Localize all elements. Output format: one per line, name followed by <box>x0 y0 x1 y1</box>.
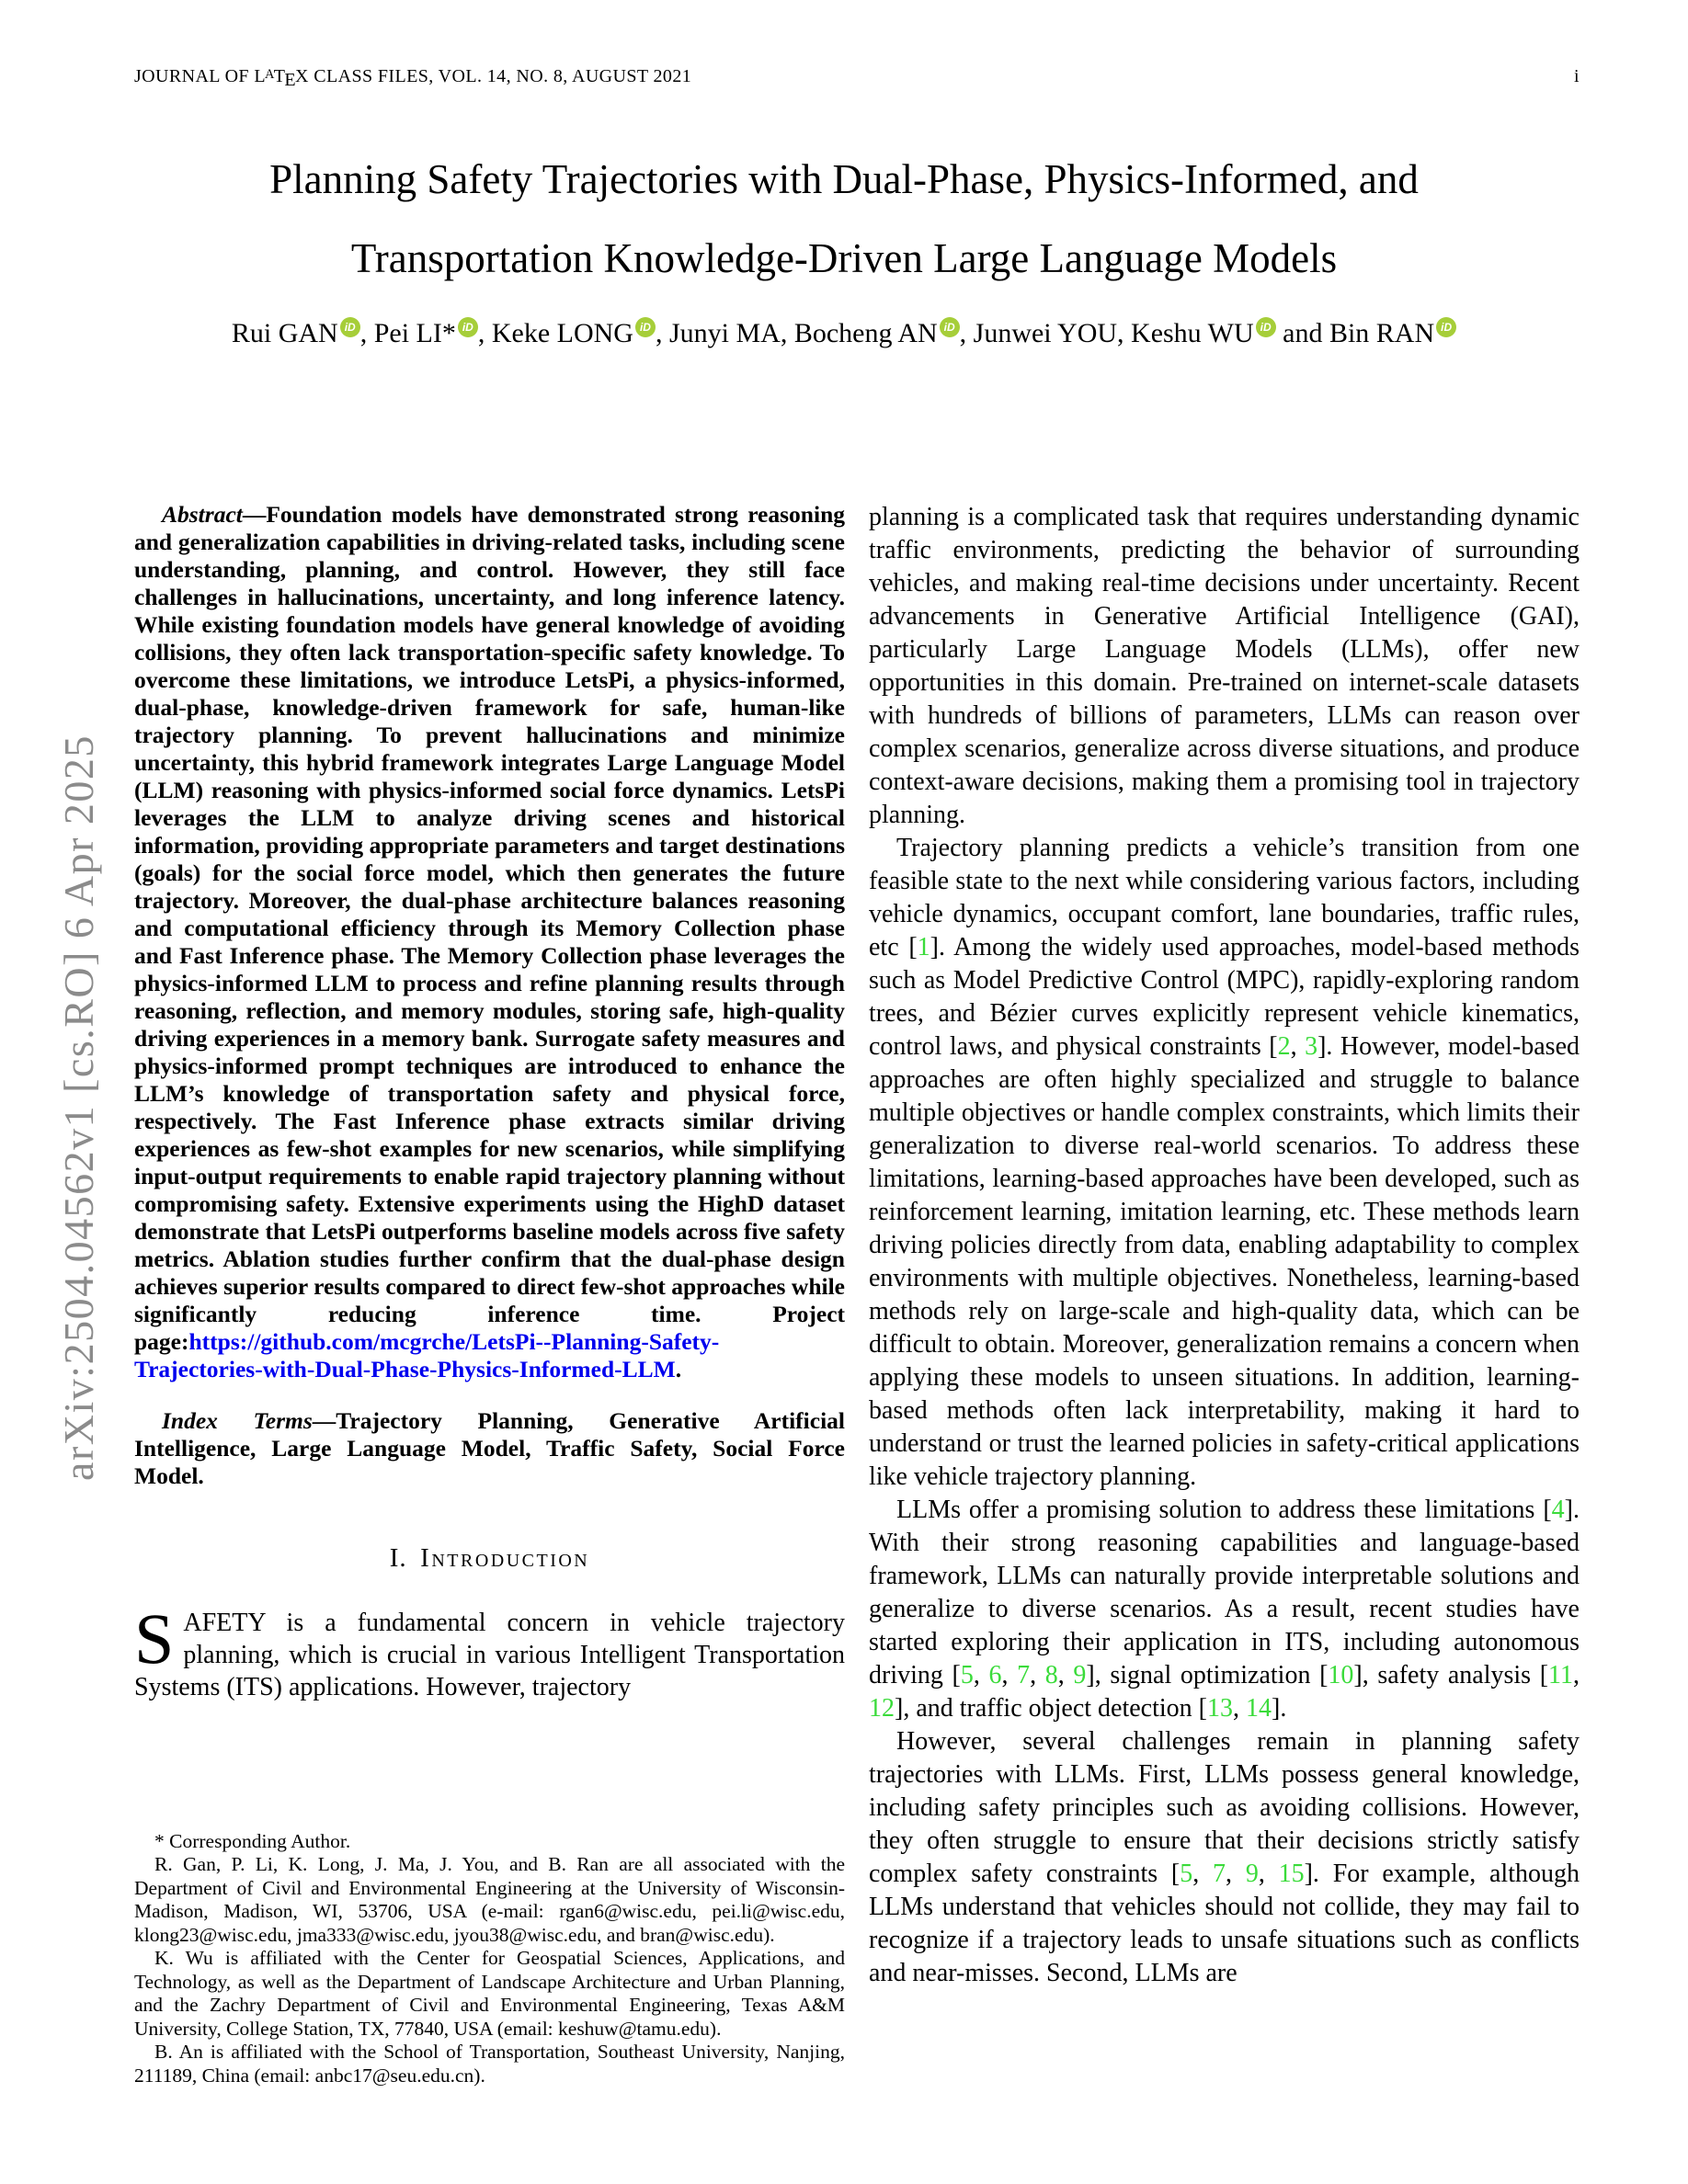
text-segment: ]. <box>1272 1694 1287 1723</box>
text-segment: , <box>1258 1860 1279 1888</box>
text-segment: , <box>973 1661 989 1689</box>
citation-link[interactable]: 14 <box>1246 1694 1272 1723</box>
project-page-link[interactable]: https://github.com/mcgrche/LetsPi--Planning-Safety-Trajectories-with-Dual-Phase-Physics-Informed-LLM <box>134 1328 720 1382</box>
author-name: Keshu WU <box>1131 318 1254 348</box>
author-name: Bocheng AN <box>793 318 938 348</box>
author-separator: , <box>1117 318 1132 348</box>
author-name: Rui GAN <box>231 318 338 348</box>
text-segment: , <box>1192 1860 1214 1888</box>
author-name: Bin RAN <box>1329 318 1435 348</box>
citation-link[interactable]: 12 <box>869 1694 895 1723</box>
text-segment: ], signal optimization [ <box>1086 1661 1329 1689</box>
author-name: Junwei YOU <box>973 318 1118 348</box>
text-segment: Abstract <box>162 501 243 528</box>
text-segment: , <box>1030 1661 1045 1689</box>
text-segment: —Trajectory Planning, Generative Artificial Intelligence, Large Language Model, Traffic Safety, Social Force Model. <box>134 1407 845 1489</box>
text-segment: , <box>1001 1661 1018 1689</box>
text-segment: . <box>675 1356 682 1382</box>
left-column <box>134 501 845 2087</box>
text-segment: , <box>1226 1860 1246 1888</box>
section-heading-introduction <box>134 1543 845 1574</box>
citation-link[interactable]: 5 <box>1180 1860 1193 1888</box>
page-number: i <box>1574 66 1580 86</box>
citation-link[interactable]: 6 <box>988 1661 1002 1689</box>
text-segment: , <box>1233 1694 1246 1723</box>
citation-link[interactable]: 8 <box>1044 1661 1058 1689</box>
dropcap-letter: S <box>134 1598 175 1678</box>
text-segment: Trajectory planning predicts a vehicle’s transition from one feasible state to the next while considering various factors, including vehicle dynamics, occupant comfort, lane boundaries, traffic rules, etc [ <box>869 834 1580 961</box>
section-title: Introduction <box>420 1543 590 1573</box>
text-segment: X CLASS FILES, VOL. 14, NO. 8, AUGUST 2021 <box>295 66 692 86</box>
text-segment: , <box>1573 1661 1580 1689</box>
text-segment: ]. With their strong reasoning capabilities and language-based framework, LLMs can naturally provide interpretable solutions and generalize to diverse scenarios. As a result, recent studies have started exploring their application in ITS, including autonomous driving [ <box>869 1496 1580 1689</box>
orcid-icon[interactable]: iD <box>635 317 656 337</box>
citation-link[interactable]: 5 <box>960 1661 974 1689</box>
text-segment: ], safety analysis [ <box>1353 1661 1549 1689</box>
text-segment: , <box>1057 1661 1074 1689</box>
text-segment: E <box>284 69 297 90</box>
orcid-icon[interactable]: iD <box>340 317 360 337</box>
body-paragraph <box>869 832 1580 1494</box>
text-segment: ]. Among the widely used approaches, model-based methods such as Model Predictive Control (MPC), rapidly-exploring random trees, and Bézier curves explicitly represent vehicle kinematics, control laws, and physical constraints [ <box>869 933 1580 1061</box>
text-segment: JOURNAL OF L <box>134 66 266 86</box>
text-segment: A <box>264 66 275 82</box>
text-segment: However, several challenges remain in planning safety trajectories with LLMs. First, LLMs possess general knowledge, including safety principles such as avoiding collisions. However, they often struggle to ensure that their decisions strictly satisfy complex safety constraints [ <box>869 1727 1580 1888</box>
text-segment: LLMs offer a promising solution to address these limitations [ <box>896 1496 1552 1524</box>
text-segment: ], and traffic object detection [ <box>895 1694 1207 1723</box>
orcid-icon[interactable]: iD <box>940 317 960 337</box>
author-separator: , <box>655 318 669 348</box>
intro-paragraph <box>134 1598 845 1703</box>
orcid-icon[interactable]: iD <box>1436 317 1456 337</box>
footnote-paragraph: B. An is affiliated with the School of Transportation, Southeast University, Nanjing, 211189, China (email: anbc17@seu.edu.cn). <box>134 2041 845 2087</box>
intro-text: AFETY is a fundamental concern in vehicle trajectory planning, which is crucial in various Intelligent Transportation Systems (ITS) applications. However, trajectory <box>134 1609 845 1701</box>
author-name: Pei LI* <box>373 318 456 348</box>
author-name: Junyi MA <box>668 318 781 348</box>
citation-link[interactable]: 15 <box>1278 1860 1305 1888</box>
paper-title <box>92 140 1596 298</box>
author-separator: , <box>780 318 794 348</box>
text-segment: T <box>273 66 286 86</box>
citation-link[interactable]: 11 <box>1548 1661 1574 1689</box>
citation-link[interactable]: 3 <box>1305 1032 1318 1061</box>
citation-link[interactable]: 9 <box>1073 1661 1087 1689</box>
text-segment: ]. For example, although LLMs understand that vehicles should not collide, they may fail to recognize if a trajectory leads to unsafe situations such as conflicts and near-misses. Second, LLMs are <box>869 1860 1580 1987</box>
paper-title-line1: Planning Safety Trajectories with Dual-Phase, Physics-Informed, and <box>269 156 1419 202</box>
footnote-block <box>134 1830 845 2088</box>
orcid-icon[interactable]: iD <box>1256 317 1276 337</box>
right-column <box>869 501 1580 2087</box>
text-segment: planning is a complicated task that requires understanding dynamic traffic environments, predicting the behavior of surrounding vehicles, and making real-time decisions under uncertainty. Recent advancements in Generative Artificial Intelligence (GAI), particularly Large Language Models (LLMs), offer new opportunities in this domain. Pre-trained on internet-scale datasets with hundreds of billions of parameters, LLMs can reason over complex scenarios, generalize across diverse situations, and produce context-aware decisions, making them a promising tool in trajectory planning. <box>869 503 1580 829</box>
citation-link[interactable]: 7 <box>1213 1860 1226 1888</box>
text-segment: —Foundation models have demonstrated strong reasoning and generalization capabilities in driving-related tasks, including scene understanding, planning, and control. However, they still face challenges in hallucinations, uncertainty, and long inference latency. While existing foundation models have general knowledge of avoiding collisions, they often lack transportation-specific safety knowledge. To overcome these limitations, we introduce LetsPi, a physics-informed, dual-phase, knowledge-driven framework for safe, human-like trajectory planning. To prevent hallucinations and minimize uncertainty, this hybrid framework integrates Large Language Model (LLM) reasoning with physics-informed social force dynamics. LetsPi leverages the LLM to analyze driving scenes and historical information, providing appropriate parameters and target destinations (goals) for the social force model, which then generates the future trajectory. Moreover, the dual-phase architecture balances reasoning and computational efficiency through its Memory Collection phase and Fast Inference phase. The Memory Collection phase leverages the physics-informed LLM to process and refine planning results through reasoning, reflection, and memory modules, storing safe, high-quality driving experiences in a memory bank. Surrogate safety measures and physics-informed prompt techniques are introduced to enhance the LLM’s knowledge of transportation safety and physical force, respectively. The Fast Inference phase extracts similar driving experiences as few-shot examples for new scenarios, while simplifying input-output requirements to enable rapid trajectory planning without compromising safety. Extensive experiments using the HighD dataset demonstrate that LetsPi outperforms baseline models across five safety metrics. Ablation studies further confirm that the dual-phase design achieves superior results compared to direct few-shot approaches while significantly reducing inference time. Project page: <box>134 501 845 1355</box>
citation-link[interactable]: 13 <box>1207 1694 1233 1723</box>
text-segment: Index Terms <box>162 1407 313 1434</box>
author-line <box>46 317 1642 349</box>
two-column-body <box>134 501 1580 2087</box>
paper-title-line2: Transportation Knowledge-Driven Large Language Models <box>350 235 1338 281</box>
citation-link[interactable]: 2 <box>1277 1032 1291 1061</box>
author-separator: , <box>359 318 374 348</box>
journal-header <box>134 66 691 91</box>
orcid-icon[interactable]: iD <box>458 317 478 337</box>
footnote-paragraph: * Corresponding Author. <box>154 1829 351 1852</box>
footnote-paragraph: K. Wu is affiliated with the Center for Geospatial Sciences, Applications, and Technology, as well as the Department of Landscape Architecture and Urban Planning, and the Zachry Department of Civil and Environmental Engineering, Texas A&M University, College Station, TX, 77840, USA (email: keshuw@tamu.edu). <box>134 1947 845 2040</box>
author-separator: , <box>959 318 974 348</box>
body-paragraph <box>869 1494 1580 1725</box>
body-paragraph <box>869 1725 1580 1990</box>
author-separator: and <box>1275 318 1329 348</box>
footnote-paragraph: R. Gan, P. Li, K. Long, J. Ma, J. You, and B. Ran are all associated with the Department of Civil and Environmental Engineering at the University of Wisconsin-Madison, Madison, WI, 53706, USA (e-mail: rgan6@wisc.edu, pei.li@wisc.edu, klong23@wisc.edu, jma333@wisc.edu, jyou38@wisc.edu, and bran@wisc.edu). <box>134 1853 845 1946</box>
citation-link[interactable]: 7 <box>1017 1661 1031 1689</box>
abstract-paragraph <box>134 501 845 1383</box>
text-segment: , <box>1290 1032 1306 1061</box>
body-paragraph <box>869 501 1580 832</box>
author-name: Keke LONG <box>491 318 633 348</box>
citation-link[interactable]: 10 <box>1328 1661 1354 1689</box>
index-terms-paragraph <box>134 1407 845 1490</box>
text-segment: ]. However, model-based approaches are often highly specialized and struggle to balance multiple objectives or handle complex constraints, which limits their generalization to diverse real-world scenarios. To address these limitations, learning-based approaches have been developed, such as reinforcement learning, imitation learning, etc. These methods learn driving policies directly from data, enabling adaptability to complex environments with multiple objectives. Nonetheless, learning-based methods rely on large-scale and high-quality data, which can be difficult to obtain. Moreover, generalization remains a concern when applying these models to unseen situations. In addition, learning-based methods often lack interpretability, making it hard to understand or trust the learned policies in safety-critical applications like vehicle trajectory planning. <box>869 1032 1580 1491</box>
author-separator: , <box>477 318 492 348</box>
citation-link[interactable]: 9 <box>1245 1860 1259 1888</box>
citation-link[interactable]: 4 <box>1551 1496 1565 1524</box>
arxiv-watermark: arXiv:2504.04562v1 [cs.RO] 6 Apr 2025 <box>55 734 102 1481</box>
citation-link[interactable]: 1 <box>917 933 930 961</box>
running-header <box>134 66 1580 91</box>
section-number: I. <box>389 1543 407 1573</box>
